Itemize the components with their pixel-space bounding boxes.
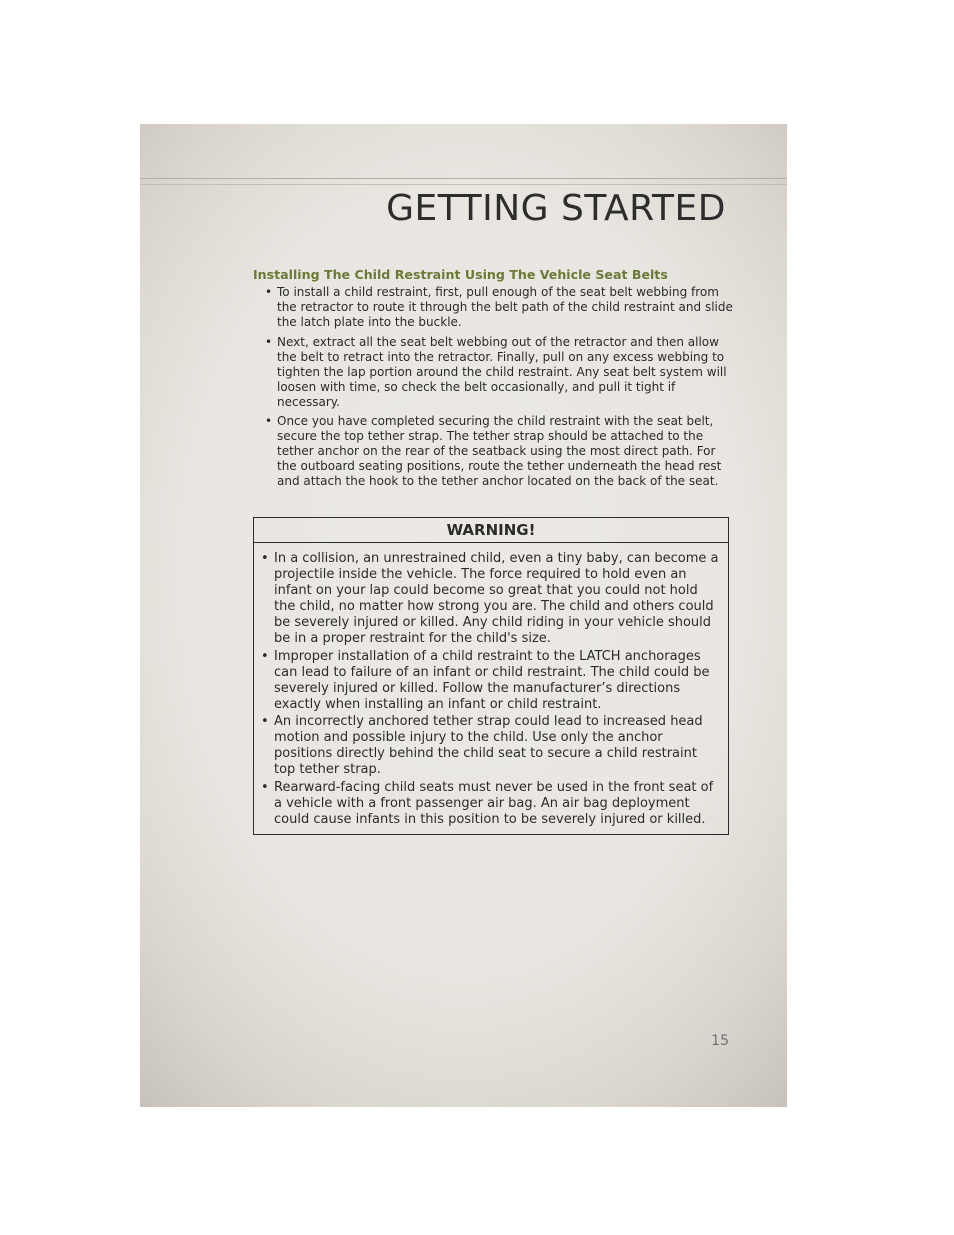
instruction-list [264, 285, 734, 494]
warning-item: • Rearward-facing child seats must never be used in the front seat of a vehicle with a front passenger air bag. An air bag deployment could cause infants in this position to be severely injured or killed. [260, 780, 722, 828]
page-number: 15 [711, 1033, 729, 1049]
instruction-item: • Next, extract all the seat belt webbing out of the retractor and then allow the belt to retract into the retractor. Finally, pull on any excess webbing to tighten the lap portion around the child restraint. Any seat belt system will loosen with time, so check the belt occasionally, and pull it tight if necessary. [264, 335, 734, 410]
header-rule-top [140, 178, 787, 179]
instruction-item: • To install a child restraint, first, pull enough of the seat belt webbing from the retractor to route it through the belt path of the child restraint and slide the latch plate into the buckle. [264, 285, 734, 330]
warning-title: WARNING! [254, 518, 728, 543]
header-rule-bottom [140, 184, 787, 185]
subheading: Installing The Child Restraint Using The Vehicle Seat Belts [253, 267, 668, 282]
warning-item: • An incorrectly anchored tether strap could lead to increased head motion and possible injury to the child. Use only the anchor positions directly behind the child seat to secure a child restraint top tether strap. [260, 714, 722, 778]
warning-box [253, 517, 729, 835]
warning-list [260, 551, 722, 829]
warning-item: • Improper installation of a child restraint to the LATCH anchorages can lead to failure of an infant or child restraint. The child could be severely injured or killed. Follow the manufacturer’s directions exactly when installing an infant or child restraint. [260, 649, 722, 713]
instruction-item: • Once you have completed securing the child restraint with the seat belt, secure the top tether strap. The tether strap should be attached to the tether anchor on the rear of the seatback using the most direct path. For the outboard seating positions, route the tether underneath the head rest and attach the hook to the tether anchor located on the back of the seat. [264, 414, 734, 489]
section-title: GETTING STARTED [386, 188, 726, 229]
warning-item: • In a collision, an unrestrained child, even a tiny baby, can become a projectile inside the vehicle. The force required to hold even an infant on your lap could become so great that you could not hold the child, no matter how strong you are. The child and others could be severely injured or killed. Any child riding in your vehicle should be in a proper restraint for the child's size. [260, 551, 722, 647]
